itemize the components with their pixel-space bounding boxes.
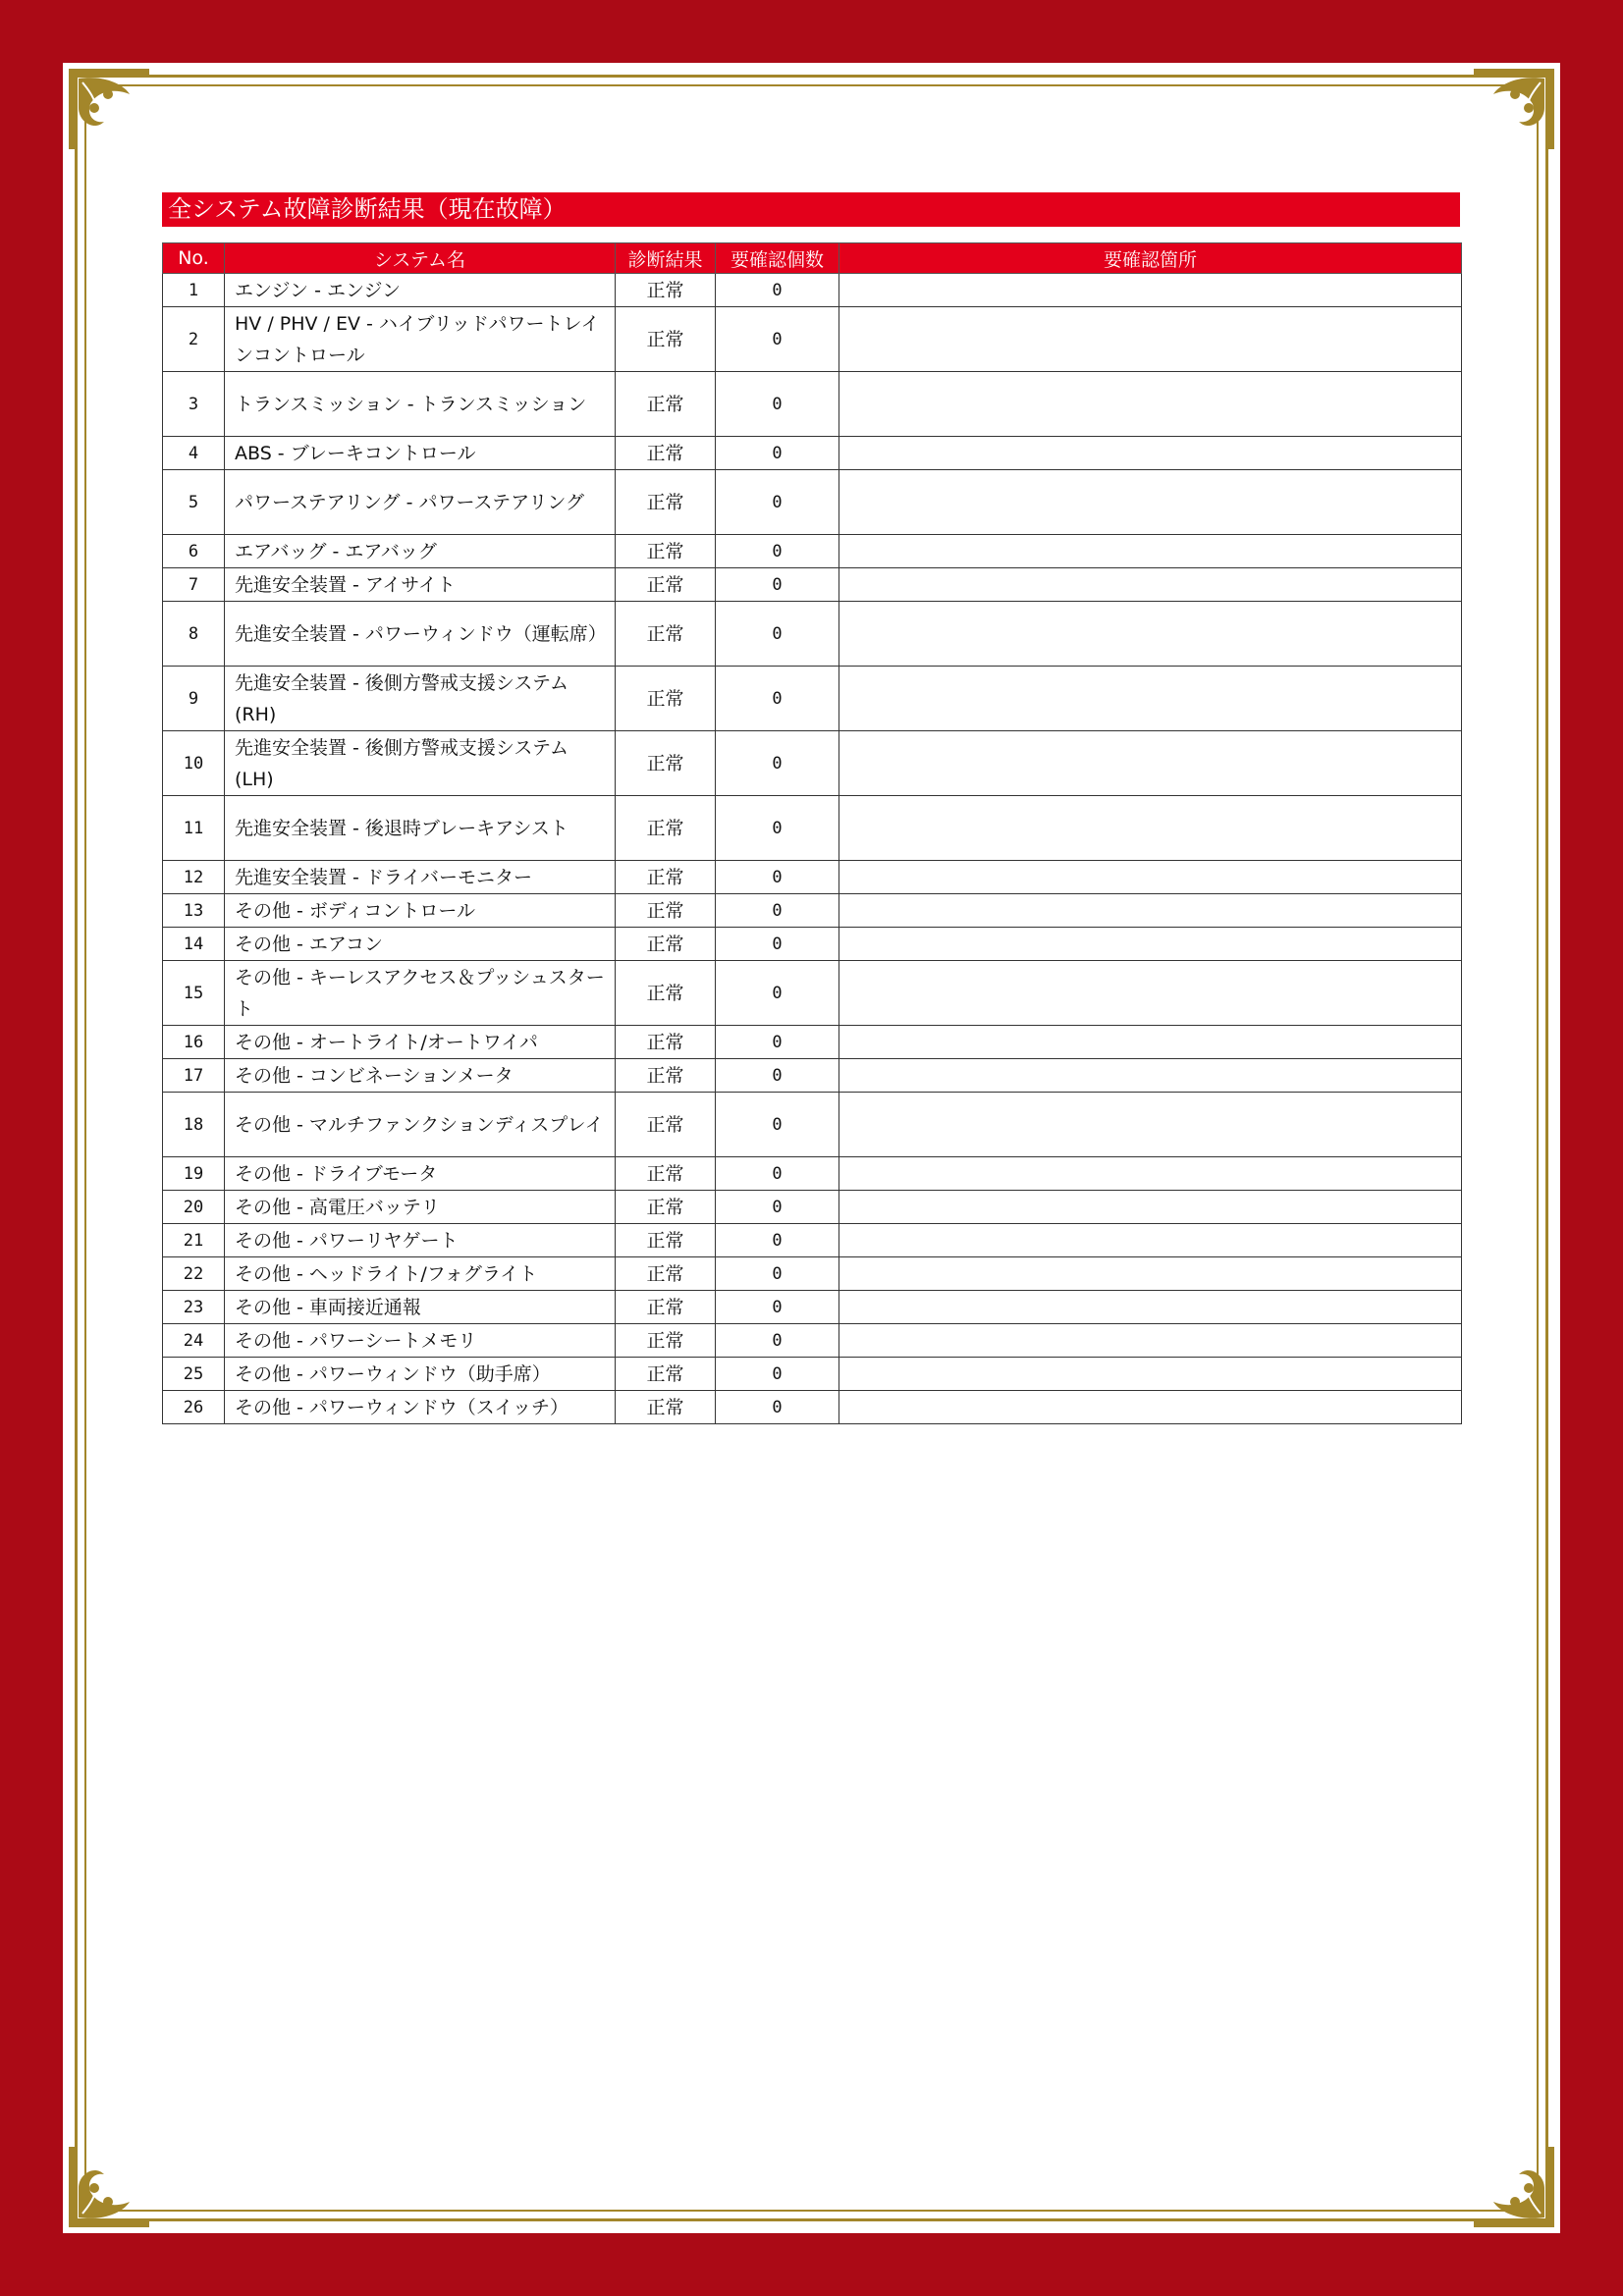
cell-count: 0 <box>716 796 839 861</box>
cell-no: 12 <box>163 861 225 894</box>
cell-system-name: その他 - ドライブモータ <box>225 1157 616 1191</box>
table-header-row <box>163 243 1462 274</box>
cell-location <box>839 1026 1462 1059</box>
cell-no: 25 <box>163 1358 225 1391</box>
cell-no: 13 <box>163 894 225 928</box>
cell-count: 0 <box>716 1059 839 1093</box>
cell-location <box>839 667 1462 731</box>
cell-result: 正常 <box>616 1257 716 1291</box>
cell-result: 正常 <box>616 894 716 928</box>
cell-location <box>839 307 1462 372</box>
cell-result: 正常 <box>616 1291 716 1324</box>
table-row <box>163 1358 1462 1391</box>
cell-no: 11 <box>163 796 225 861</box>
cell-location <box>839 1358 1462 1391</box>
cell-count: 0 <box>716 1191 839 1224</box>
cell-count: 0 <box>716 667 839 731</box>
cell-no: 8 <box>163 602 225 667</box>
cell-system-name: その他 - オートライト/オートワイパ <box>225 1026 616 1059</box>
cell-location <box>839 1257 1462 1291</box>
table-row <box>163 274 1462 307</box>
cell-result: 正常 <box>616 1026 716 1059</box>
cell-result: 正常 <box>616 928 716 961</box>
cell-result: 正常 <box>616 731 716 796</box>
cell-count: 0 <box>716 1324 839 1358</box>
cell-system-name: 先進安全装置 - 後退時ブレーキアシスト <box>225 796 616 861</box>
cell-system-name: ABS - ブレーキコントロール <box>225 437 616 470</box>
table-row <box>163 1093 1462 1157</box>
cell-count: 0 <box>716 568 839 602</box>
cell-system-name: 先進安全装置 - ドライバーモニター <box>225 861 616 894</box>
table-row <box>163 667 1462 731</box>
header-no: No. <box>163 243 225 274</box>
cell-count: 0 <box>716 274 839 307</box>
cell-count: 0 <box>716 861 839 894</box>
cell-system-name: その他 - ボディコントロール <box>225 894 616 928</box>
cell-system-name: その他 - 高電圧バッテリ <box>225 1191 616 1224</box>
table-row <box>163 731 1462 796</box>
table-row <box>163 1026 1462 1059</box>
cell-no: 9 <box>163 667 225 731</box>
table-row <box>163 1157 1462 1191</box>
cell-location <box>839 602 1462 667</box>
cell-location <box>839 894 1462 928</box>
cell-no: 17 <box>163 1059 225 1093</box>
cell-system-name: その他 - パワーウィンドウ（スイッチ） <box>225 1391 616 1424</box>
cell-result: 正常 <box>616 1324 716 1358</box>
table-row <box>163 568 1462 602</box>
cell-no: 5 <box>163 470 225 535</box>
cell-result: 正常 <box>616 667 716 731</box>
cell-location <box>839 1324 1462 1358</box>
cell-no: 15 <box>163 961 225 1026</box>
table-row <box>163 1324 1462 1358</box>
cell-no: 22 <box>163 1257 225 1291</box>
cell-no: 24 <box>163 1324 225 1358</box>
cell-no: 4 <box>163 437 225 470</box>
table-row <box>163 602 1462 667</box>
header-count: 要確認個数 <box>716 243 839 274</box>
cell-count: 0 <box>716 1224 839 1257</box>
cell-result: 正常 <box>616 274 716 307</box>
cell-system-name: 先進安全装置 - アイサイト <box>225 568 616 602</box>
cell-count: 0 <box>716 1157 839 1191</box>
cell-count: 0 <box>716 535 839 568</box>
table-row <box>163 535 1462 568</box>
cell-result: 正常 <box>616 437 716 470</box>
cell-location <box>839 928 1462 961</box>
cell-no: 20 <box>163 1191 225 1224</box>
table-row <box>163 1191 1462 1224</box>
cell-location <box>839 1191 1462 1224</box>
cell-system-name: その他 - パワーリヤゲート <box>225 1224 616 1257</box>
header-system-name: システム名 <box>225 243 616 274</box>
cell-location <box>839 1391 1462 1424</box>
cell-location <box>839 1291 1462 1324</box>
cell-count: 0 <box>716 1291 839 1324</box>
corner-ornament-icon <box>1470 65 1558 153</box>
cell-no: 23 <box>163 1291 225 1324</box>
cell-location <box>839 796 1462 861</box>
cell-count: 0 <box>716 1391 839 1424</box>
cell-result: 正常 <box>616 1191 716 1224</box>
cell-no: 21 <box>163 1224 225 1257</box>
table-row <box>163 961 1462 1026</box>
cell-system-name: HV / PHV / EV - ハイブリッドパワートレインコントロール <box>225 307 616 372</box>
cell-location <box>839 535 1462 568</box>
cell-result: 正常 <box>616 568 716 602</box>
cell-no: 19 <box>163 1157 225 1191</box>
cell-count: 0 <box>716 1093 839 1157</box>
cell-system-name: その他 - エアコン <box>225 928 616 961</box>
cell-result: 正常 <box>616 1358 716 1391</box>
cell-system-name: その他 - パワーウィンドウ（助手席） <box>225 1358 616 1391</box>
cell-location <box>839 731 1462 796</box>
corner-ornament-icon <box>65 2143 153 2231</box>
cell-result: 正常 <box>616 372 716 437</box>
cell-count: 0 <box>716 894 839 928</box>
cell-count: 0 <box>716 1257 839 1291</box>
header-result: 診断結果 <box>616 243 716 274</box>
cell-count: 0 <box>716 602 839 667</box>
cell-system-name: パワーステアリング - パワーステアリング <box>225 470 616 535</box>
cell-no: 18 <box>163 1093 225 1157</box>
corner-ornament-icon <box>1470 2143 1558 2231</box>
cell-system-name: エアバッグ - エアバッグ <box>225 535 616 568</box>
cell-no: 2 <box>163 307 225 372</box>
table-row <box>163 307 1462 372</box>
cell-system-name: 先進安全装置 - パワーウィンドウ（運転席） <box>225 602 616 667</box>
cell-count: 0 <box>716 307 839 372</box>
table-row <box>163 1257 1462 1291</box>
cell-no: 10 <box>163 731 225 796</box>
cell-count: 0 <box>716 961 839 1026</box>
cell-count: 0 <box>716 470 839 535</box>
cell-count: 0 <box>716 1358 839 1391</box>
table-row <box>163 1224 1462 1257</box>
cell-no: 3 <box>163 372 225 437</box>
cell-result: 正常 <box>616 1391 716 1424</box>
cell-location <box>839 1224 1462 1257</box>
cell-count: 0 <box>716 731 839 796</box>
table-row <box>163 470 1462 535</box>
cell-location <box>839 437 1462 470</box>
cell-count: 0 <box>716 372 839 437</box>
table-row <box>163 1059 1462 1093</box>
cell-result: 正常 <box>616 796 716 861</box>
table-row <box>163 861 1462 894</box>
table-row <box>163 796 1462 861</box>
table-row <box>163 372 1462 437</box>
report-page <box>63 63 1560 2233</box>
cell-result: 正常 <box>616 1059 716 1093</box>
cell-result: 正常 <box>616 1224 716 1257</box>
report-title: 全システム故障診断結果（現在故障） <box>162 192 1460 227</box>
cell-result: 正常 <box>616 535 716 568</box>
cell-no: 14 <box>163 928 225 961</box>
cell-location <box>839 568 1462 602</box>
cell-no: 16 <box>163 1026 225 1059</box>
cell-location <box>839 372 1462 437</box>
table-row <box>163 894 1462 928</box>
cell-location <box>839 1093 1462 1157</box>
cell-count: 0 <box>716 928 839 961</box>
cell-system-name: その他 - ヘッドライト/フォグライト <box>225 1257 616 1291</box>
cell-no: 6 <box>163 535 225 568</box>
header-location: 要確認箇所 <box>839 243 1462 274</box>
cell-system-name: その他 - コンビネーションメータ <box>225 1059 616 1093</box>
cell-result: 正常 <box>616 602 716 667</box>
table-row <box>163 1291 1462 1324</box>
cell-system-name: その他 - キーレスアクセス＆プッシュスタート <box>225 961 616 1026</box>
cell-system-name: その他 - パワーシートメモリ <box>225 1324 616 1358</box>
cell-system-name: エンジン - エンジン <box>225 274 616 307</box>
cell-location <box>839 1059 1462 1093</box>
cell-result: 正常 <box>616 470 716 535</box>
cell-location <box>839 861 1462 894</box>
cell-system-name: トランスミッション - トランスミッション <box>225 372 616 437</box>
cell-count: 0 <box>716 437 839 470</box>
cell-location <box>839 1157 1462 1191</box>
cell-result: 正常 <box>616 307 716 372</box>
cell-location <box>839 961 1462 1026</box>
cell-system-name: 先進安全装置 - 後側方警戒支援システム(RH) <box>225 667 616 731</box>
cell-system-name: その他 - 車両接近通報 <box>225 1291 616 1324</box>
cell-result: 正常 <box>616 861 716 894</box>
cell-no: 1 <box>163 274 225 307</box>
cell-no: 26 <box>163 1391 225 1424</box>
table-row <box>163 1391 1462 1424</box>
cell-result: 正常 <box>616 1093 716 1157</box>
cell-system-name: その他 - マルチファンクションディスプレイ <box>225 1093 616 1157</box>
cell-location <box>839 470 1462 535</box>
cell-result: 正常 <box>616 961 716 1026</box>
cell-no: 7 <box>163 568 225 602</box>
diagnosis-table <box>162 242 1462 1424</box>
cell-location <box>839 274 1462 307</box>
table-row <box>163 437 1462 470</box>
cell-count: 0 <box>716 1026 839 1059</box>
corner-ornament-icon <box>65 65 153 153</box>
cell-result: 正常 <box>616 1157 716 1191</box>
table-row <box>163 928 1462 961</box>
cell-system-name: 先進安全装置 - 後側方警戒支援システム(LH) <box>225 731 616 796</box>
